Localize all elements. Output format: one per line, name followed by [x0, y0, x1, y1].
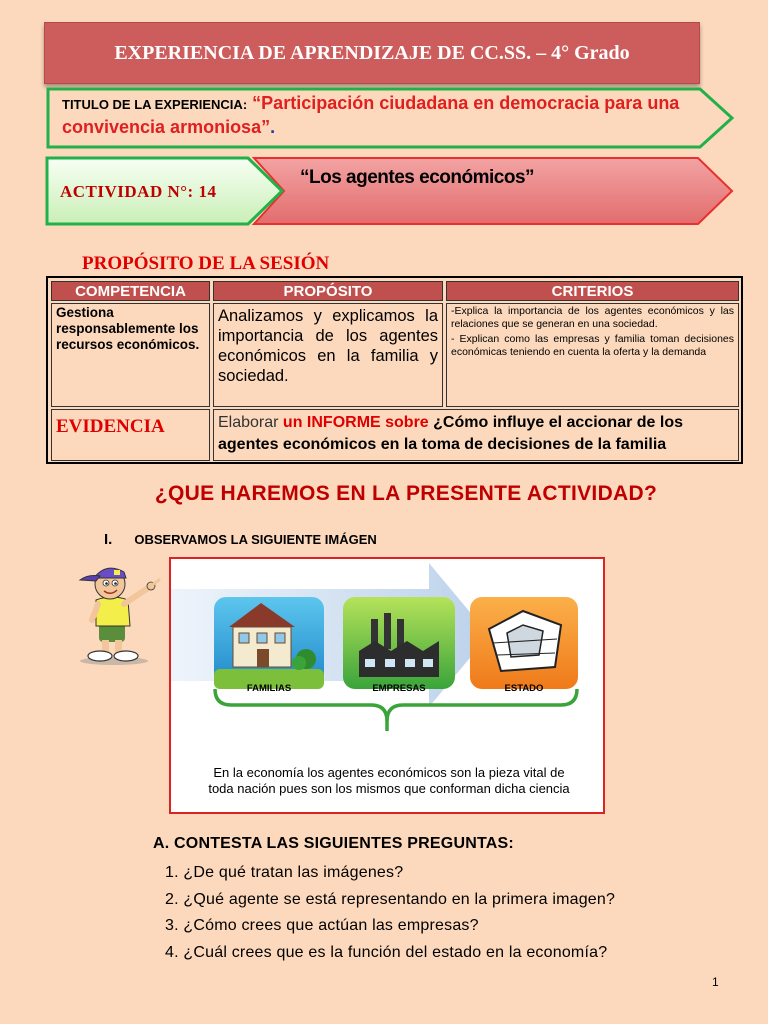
section-i-heading [104, 531, 377, 548]
questions-list [165, 860, 615, 966]
government-building-icon [470, 597, 578, 689]
cartoon-boy-pointing-icon [66, 556, 162, 668]
purpose-heading: PROPÓSITO DE LA SESIÓN [82, 253, 330, 274]
factory-icon [343, 597, 455, 689]
page-number: 1 [712, 975, 719, 989]
evidencia-text-cell: Elaborar un INFORME sobre ¿Cómo influye el accionar de los agentes económicos en la toma de decisiones de la familia [213, 409, 739, 461]
competencia-cell: Gestiona responsablemente los recursos económicos. [51, 303, 210, 407]
question-item: 2. ¿Qué agente se está representando en la primera imagen? [165, 890, 616, 908]
figure-note: En la economía los agentes económicos son la pieza vital de toda nación pues son los mismos que conforman dicha ciencia [208, 765, 570, 796]
caption-familias: FAMILIAS [246, 683, 292, 694]
column-header-proposito: PROPÓSITO [213, 281, 443, 301]
proposito-cell: Analizamos y explicamos la importancia de los agentes económicos en la familia y sociedad. [213, 303, 443, 407]
experience-label: TITULO DE LA EXPERIENCIA [62, 97, 243, 112]
question-item: 1. ¿De qué tratan las imágenes? [165, 864, 404, 881]
question-item: 4. ¿Cuál crees que es la función del estado en la economía? [165, 943, 608, 961]
purpose-table [46, 276, 743, 464]
experience-title: “Participación ciudadana en democracia para una convivencia armoniosa” [62, 93, 680, 137]
section-title: OBSERVAMOS LA SIGUIENTE IMÁGEN [134, 532, 377, 547]
evidencia-label-cell [51, 409, 210, 461]
main-heading: ¿QUE HAREMOS EN LA PRESENTE ACTIVIDAD? [154, 482, 658, 505]
caption-estado: ESTADO [504, 683, 544, 694]
questions-heading: A. CONTESTA LAS SIGUIENTES PREGUNTAS: [153, 835, 514, 852]
experience-title-block: TITULO DE LA EXPERIENCIA: “Participación ciudadana en democracia para una convivencia armoniosa”. [62, 93, 680, 137]
house-icon [214, 597, 324, 689]
caption-empresas: EMPRESAS [372, 683, 426, 694]
evidencia-label: EVIDENCIA [56, 416, 165, 437]
criterio-item: - Explican como las empresas y familia toman decisiones económicas teniendo en cuenta la oferta y la demanda [451, 333, 734, 358]
activity-title: “Los agentes económicos” [300, 167, 535, 188]
criterios-cell [446, 303, 739, 407]
column-header-criterios: CRITERIOS [446, 281, 739, 301]
criterio-item: -Explica la importancia de los agentes económicos y las relaciones que se generan en una sociedad. [451, 305, 734, 330]
column-header-competencia: COMPETENCIA [51, 281, 210, 301]
economic-agents-figure [169, 557, 605, 814]
section-number: I. [104, 531, 113, 548]
header-title: EXPERIENCIA DE APRENDIZAJE DE CC.SS. – 4° Grado [114, 41, 630, 64]
question-item: 3. ¿Cómo crees que actúan las empresas? [165, 917, 479, 934]
activity-number: ACTIVIDAD N°: 14 [60, 182, 217, 201]
header-banner [44, 22, 700, 84]
